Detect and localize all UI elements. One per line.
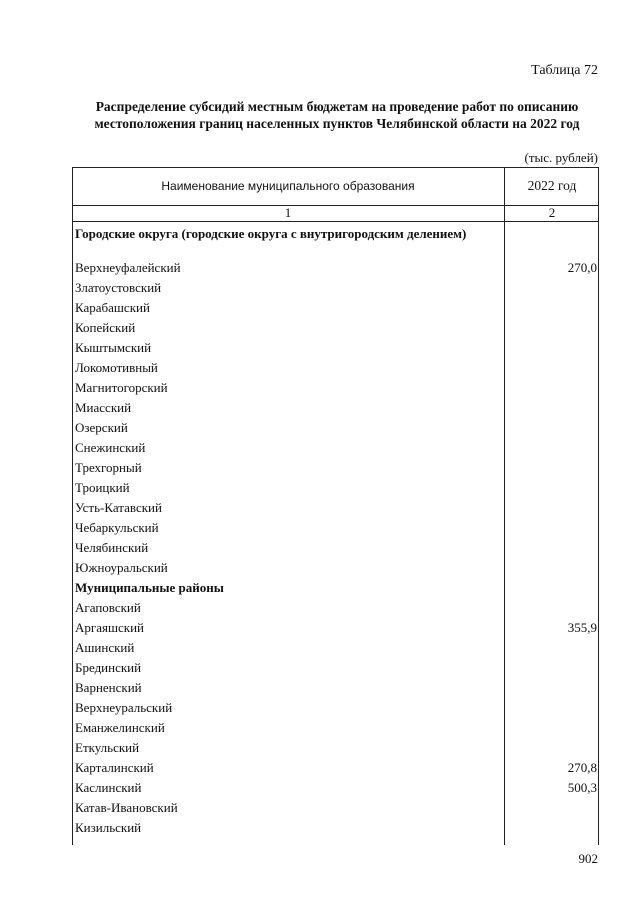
table-row bbox=[72, 538, 599, 558]
table-row bbox=[72, 818, 599, 838]
subsidy-value: 270,0 bbox=[567, 260, 597, 275]
table-row bbox=[72, 518, 599, 538]
municipality-name: Катав-Ивановский bbox=[75, 800, 178, 815]
title-line-1: Распределение субсидий местным бюджетам на проведение работ по описанию bbox=[95, 99, 579, 114]
municipality-name: Варненский bbox=[75, 680, 142, 695]
subsidy-value: 500,3 bbox=[567, 780, 597, 795]
table-row bbox=[72, 678, 599, 698]
municipality-name: Верхнеуральский bbox=[75, 700, 173, 715]
municipality-name: Агаповский bbox=[75, 600, 141, 615]
municipality-name: Еткульский bbox=[75, 740, 140, 755]
column-header-year: 2022 год bbox=[527, 178, 577, 193]
page-number: 902 bbox=[578, 851, 598, 866]
table-row bbox=[72, 618, 599, 638]
municipality-name: Аргаяшский bbox=[75, 620, 144, 635]
municipality-name: Верхнеуфалейский bbox=[75, 260, 181, 275]
table-row bbox=[72, 718, 599, 738]
municipality-name: Копейский bbox=[75, 320, 136, 335]
document-title bbox=[72, 98, 602, 132]
table-row bbox=[72, 558, 599, 578]
table-row bbox=[72, 258, 599, 278]
municipality-name: Златоустовский bbox=[75, 280, 162, 295]
municipality-name: Троицкий bbox=[75, 480, 130, 495]
subsidy-value: 355,9 bbox=[567, 620, 597, 635]
table-row bbox=[72, 398, 599, 418]
table-section-row bbox=[72, 578, 599, 598]
table-row bbox=[72, 358, 599, 378]
municipality-name: Еманжелинский bbox=[75, 720, 165, 735]
table-row bbox=[72, 758, 599, 778]
municipality-name: Миасский bbox=[75, 400, 132, 415]
table-row bbox=[72, 338, 599, 358]
municipality-name: Карталинский bbox=[75, 760, 154, 775]
units-label: (тыс. рублей) bbox=[524, 150, 598, 165]
table-number: Таблица 72 bbox=[531, 63, 598, 78]
municipality-name: Магнитогорский bbox=[75, 380, 168, 395]
column-number-1: 1 bbox=[284, 205, 292, 220]
section-heading: Муниципальные районы bbox=[75, 580, 224, 595]
table-row bbox=[72, 698, 599, 718]
municipality-name: Озерский bbox=[75, 420, 128, 435]
table-row bbox=[72, 478, 599, 498]
municipality-name: Трехгорный bbox=[75, 460, 142, 475]
column-number-divider bbox=[72, 221, 599, 222]
subsidy-table bbox=[72, 167, 599, 845]
table-row bbox=[72, 798, 599, 818]
table-row bbox=[72, 638, 599, 658]
table-row bbox=[72, 278, 599, 298]
table-row bbox=[72, 318, 599, 338]
section-heading: Городские округа (городские округа с внутригородским делением) bbox=[75, 226, 467, 241]
municipality-name: Ашинский bbox=[75, 640, 135, 655]
municipality-name: Кыштымский bbox=[75, 340, 152, 355]
table-row bbox=[72, 658, 599, 678]
municipality-name: Локомотивный bbox=[75, 360, 158, 375]
table-row bbox=[72, 778, 599, 798]
municipality-name: Каслинский bbox=[75, 780, 142, 795]
table-row bbox=[72, 458, 599, 478]
title-line-2: местоположения границ населенных пунктов Челябинской области на 2022 год bbox=[94, 116, 580, 131]
municipality-name: Снежинский bbox=[75, 440, 146, 455]
table-row bbox=[72, 598, 599, 618]
municipality-name: Чебаркульский bbox=[75, 520, 159, 535]
municipality-name: Кизильский bbox=[75, 820, 142, 835]
table-row bbox=[72, 738, 599, 758]
table-row bbox=[72, 438, 599, 458]
table-section-row bbox=[72, 224, 599, 258]
column-number-2: 2 bbox=[548, 205, 556, 220]
municipality-name: Челябинский bbox=[75, 540, 149, 555]
table-row bbox=[72, 418, 599, 438]
subsidy-value: 270,8 bbox=[567, 760, 597, 775]
municipality-name: Южноуральский bbox=[75, 560, 168, 575]
table-row bbox=[72, 498, 599, 518]
municipality-name: Карабашский bbox=[75, 300, 150, 315]
table-row bbox=[72, 378, 599, 398]
table-body bbox=[72, 224, 599, 838]
table-row bbox=[72, 298, 599, 318]
municipality-name: Усть-Катавский bbox=[75, 500, 162, 515]
column-header-name: Наименование муниципального образования bbox=[161, 179, 415, 193]
municipality-name: Брединский bbox=[75, 660, 142, 675]
